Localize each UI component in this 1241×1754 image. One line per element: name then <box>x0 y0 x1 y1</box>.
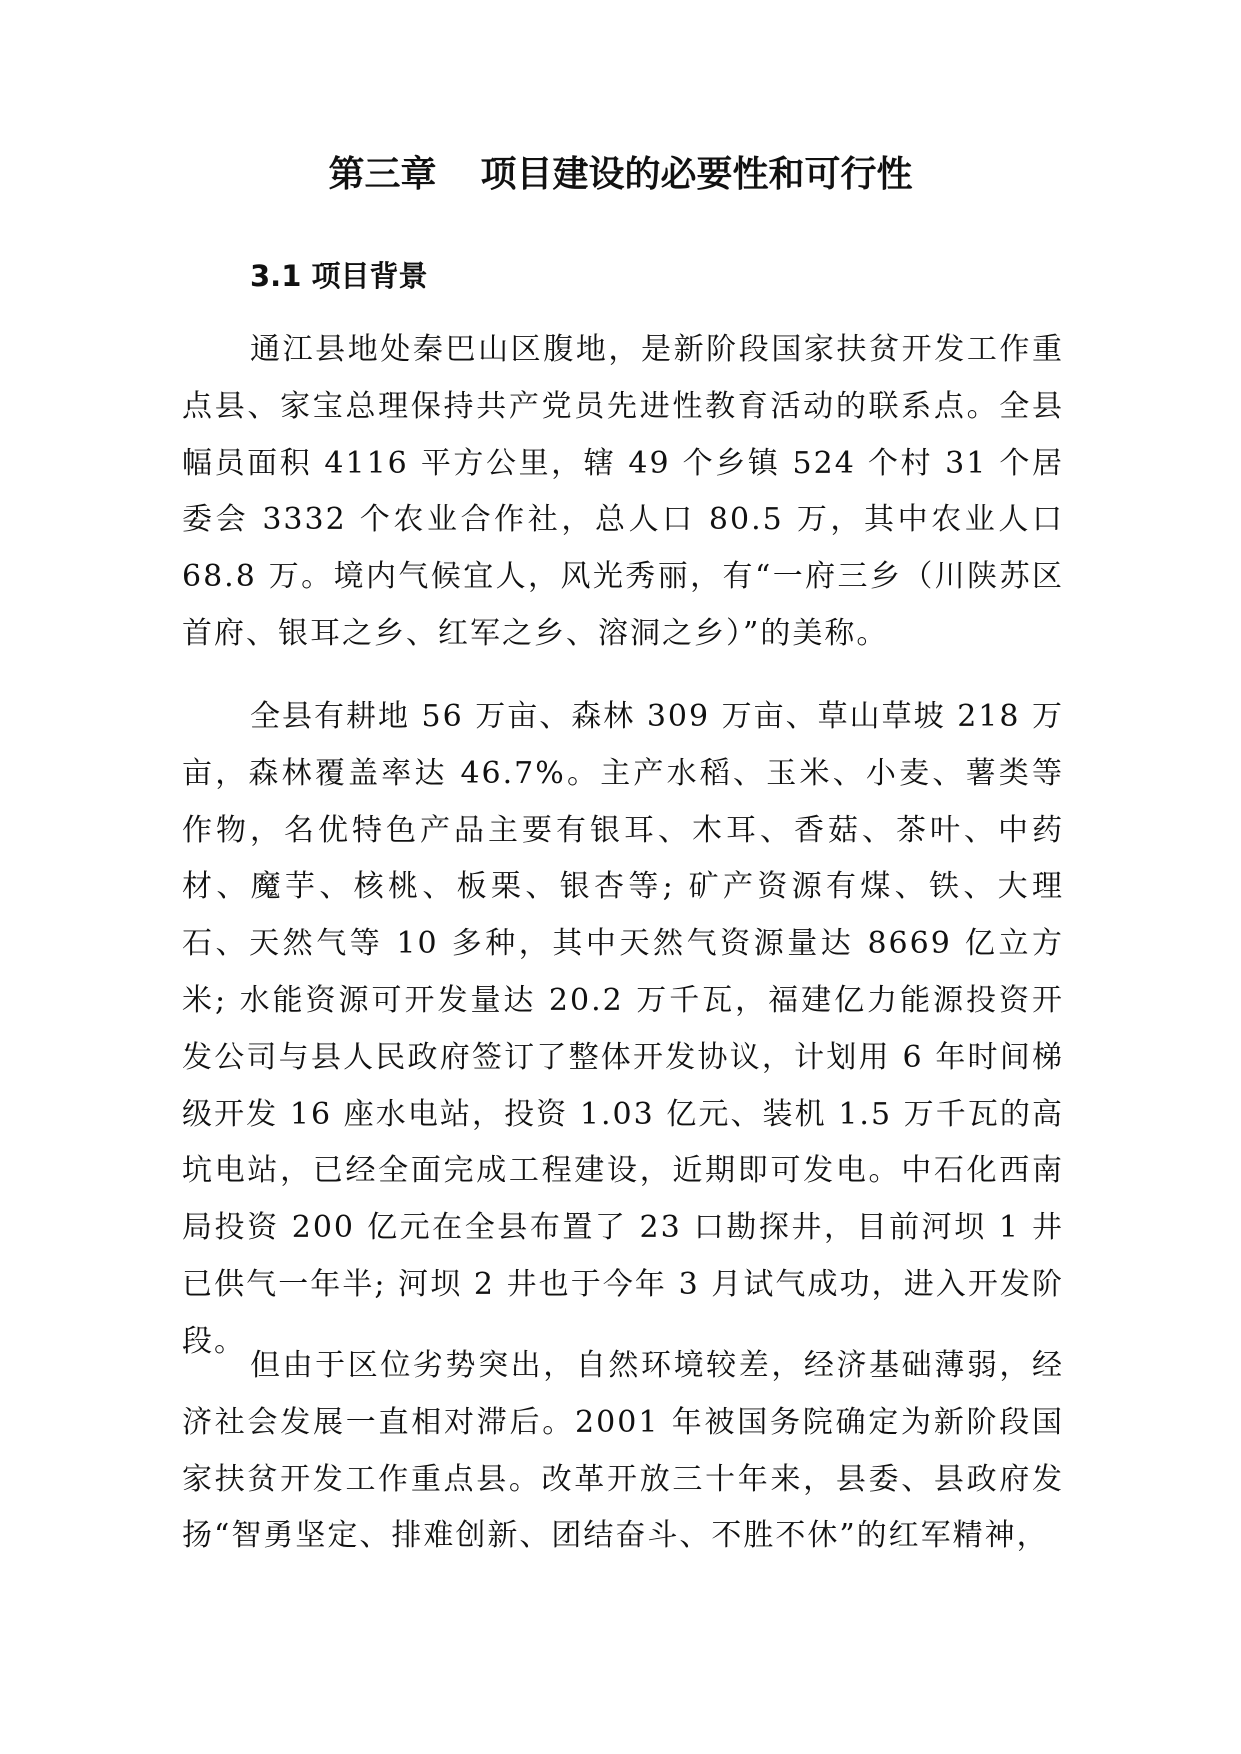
paragraph-resources: 全县有耕地 56 万亩、森林 309 万亩、草山草坡 218 万亩，森林覆盖率达 46.7%。主产水稻、玉米、小麦、薯类等作物，名优特色产品主要有银耳、木耳、香菇、茶叶、中药材、魔芋、核桃、板栗、银杏等; 矿产资源有煤、铁、大理石、天然气等 10 多种，其中天然气资源量达 8669 亿立方米; 水能资源可开发量达 20.2 万千瓦，福建亿力能源投资开发公司与县人民政府签订了整体开发协议，计划用 6 年时间梯级开发 16 座水电站，投资 1.03 亿元、装机 1.5 万千瓦的高坑电站，已经全面完成工程建设，近期即可发电。中石化西南局投资 200 亿元在全县布置了 23 口勘探井，目前河坝 1 井已供气一年半; 河坝 2 井也于今年 3 月试气成功，进入开发阶段。 <box>182 699 1064 1359</box>
chapter-heading: 项目建设的必要性和可行性 <box>480 154 913 195</box>
chapter-number: 第三章 <box>328 154 437 195</box>
paragraph-background-overview: 通江县地处秦巴山区腹地，是新阶段国家扶贫开发工作重点县、家宝总理保持共产党员先进性教育活动的联系点。全县幅员面积 4116 平方公里，辖 49 个乡镇 524 个村 31 个居委会 3332 个农业合作社，总人口 80.5 万，其中农业人口 68.8 万。境内气候宜人，风光秀丽，有“一府三乡（川陕苏区首府、银耳之乡、红军之乡、溶洞之乡）”的美称。 <box>182 332 1064 651</box>
chapter-title <box>0 150 1241 200</box>
paragraph-development: 但由于区位劣势突出，自然环境较差，经济基础薄弱，经济社会发展一直相对滞后。2001 年被国务院确定为新阶段国家扶贫开发工作重点县。改革开放三十年来，县委、县政府发扬“智勇坚定、排难创新、团结奋斗、不胜不休”的红军精神， <box>182 1348 1064 1554</box>
section-title: 3.1 项目背景 <box>250 259 428 293</box>
